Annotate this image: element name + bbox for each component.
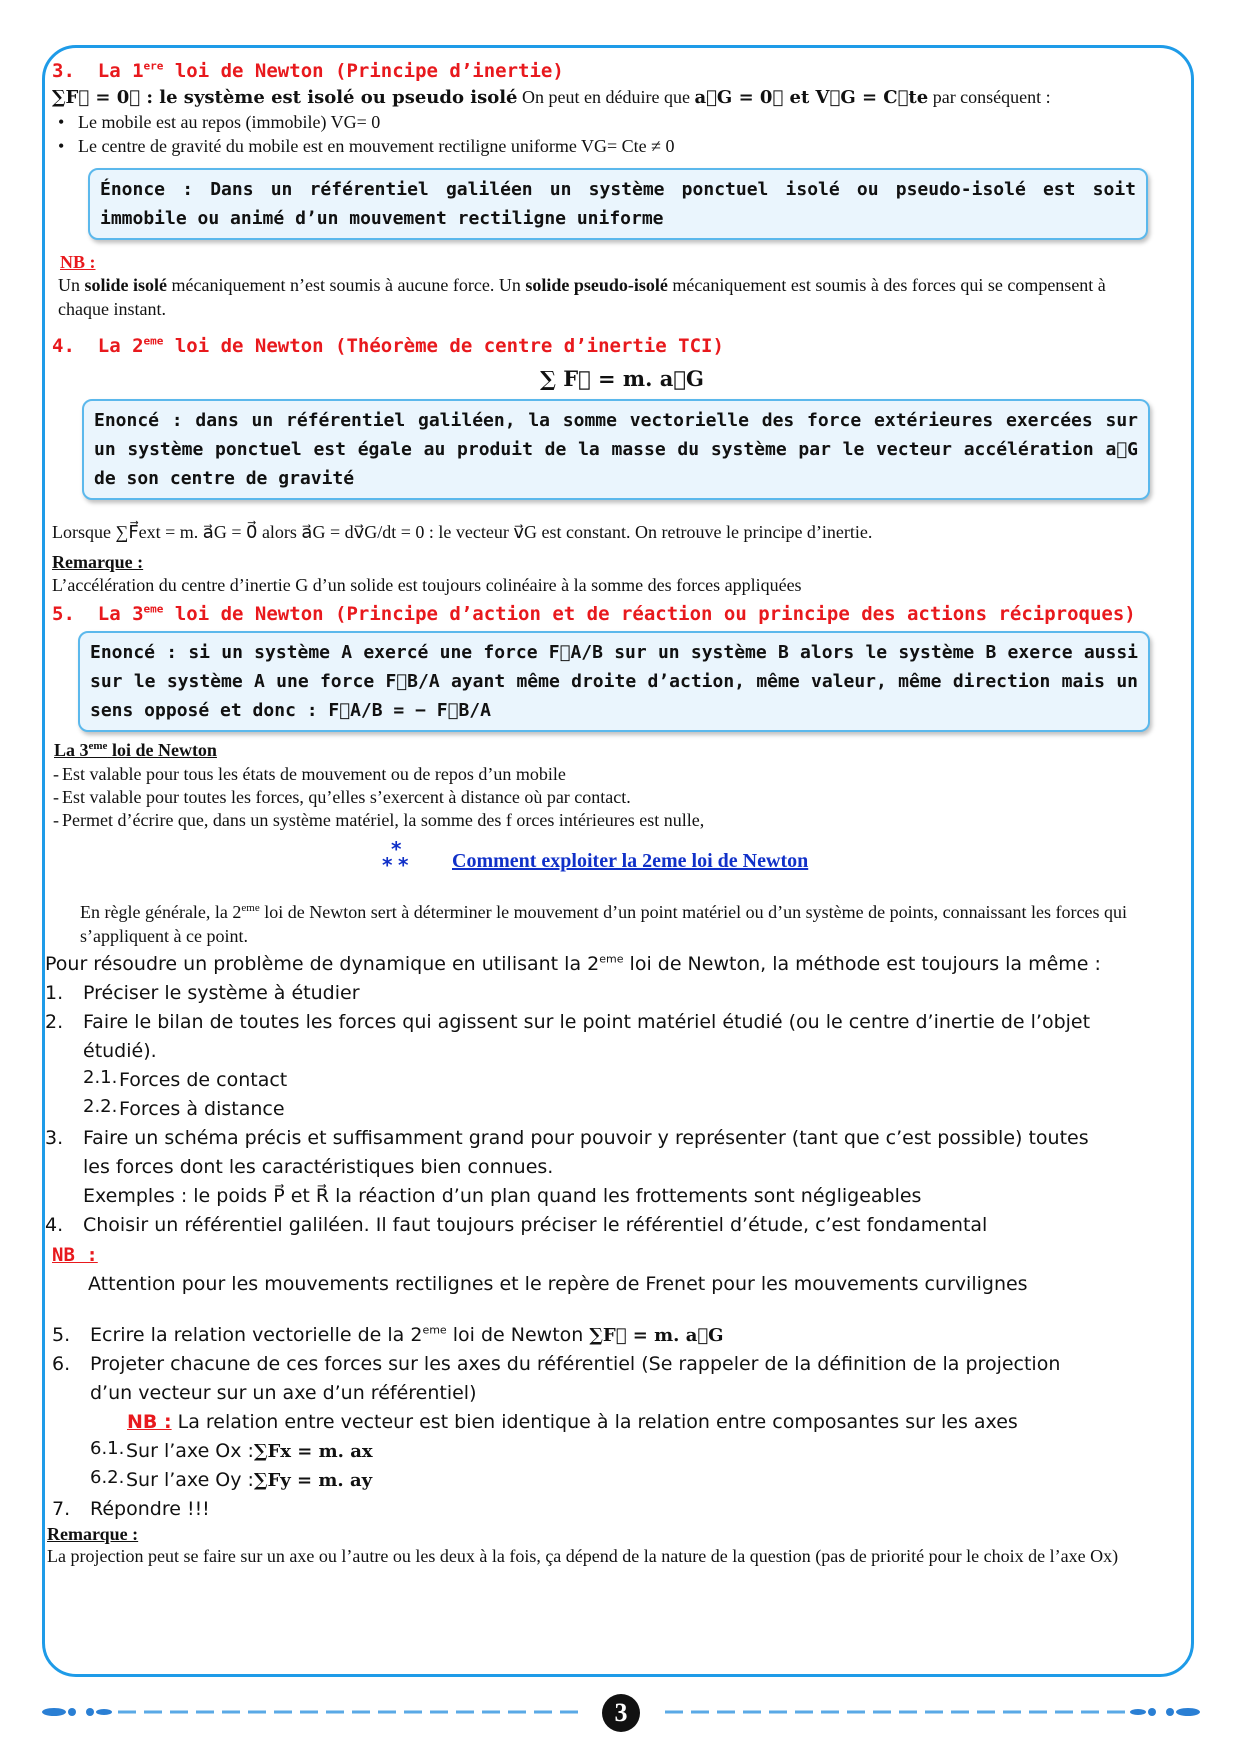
method-steps	[45, 950, 1192, 1524]
list-item: 6. Projeter chacune de ces forces sur les axes du référentiel (Se rappeler de la définition de la projection d’un vecteur sur un axe d’un référentiel)	[52, 1353, 1061, 1404]
method-nb-label: NB :	[52, 1244, 98, 1266]
method-step3-example: Exemples : le poids P⃗ et R⃗ la réaction d’un plan quand les frottements sont négligeables	[83, 1185, 922, 1207]
section-4-formula: ∑ F⃗ = m. a⃗G	[540, 366, 704, 391]
method-title-row	[52, 840, 1192, 880]
list-item: 6.1. Sur l’axe Ox : ∑Fx = m. ax	[90, 1438, 373, 1462]
svg-text:*: *	[398, 853, 409, 874]
list-item: • Le centre de gravité du mobile est en mouvement rectiligne uniforme VG= Cte ≠ 0	[78, 134, 1192, 158]
list-item: 2.2. Forces à distance	[83, 1096, 285, 1120]
section-5-heading: 5. La 3eme loi de Newton (Principe d’action et de réaction ou principe des actions réciproques)	[52, 602, 1136, 625]
sparkle-icon	[382, 840, 412, 874]
list-item: • Le mobile est au repos (immobile) VG= 0	[78, 110, 1192, 134]
list-item: 4. Choisir un référentiel galiléen. Il faut toujours préciser le référentiel d’étude, c’est fondamental	[45, 1214, 988, 1236]
section-4-lorsque: Lorsque ∑F⃗ext = m. a⃗G = 0⃗ alors a⃗G = dv⃗G/dt = 0 : le vecteur v⃗G est constant. On retrouve le principe d’inertie.	[52, 522, 873, 542]
section-4-remarque-label: Remarque :	[52, 552, 144, 572]
method-remarque-label: Remarque :	[47, 1524, 139, 1544]
list-item: 7. Répondre !!!	[52, 1498, 210, 1520]
section-5-enonce-box: Enoncé : si un système A exercé une force F⃗A/B sur un système B alors le système B exerce aussi sur le système A une force F⃗B/A ayant même droite d’action, même valeur, même direction mais un sens opposé et donc : F⃗A/B = − F⃗B/A	[78, 631, 1150, 732]
section-3-heading: 3. La 1ere loi de Newton (Principe d’inertie)	[52, 59, 564, 82]
section-3-nb-text: Un solide isolé mécaniquement n’est soumis à aucune force. Un solide pseudo-isolé mécaniquement est soumis à des forces qui se compensent à chaque instant.	[58, 275, 1106, 319]
list-item: 1. Préciser le système à étudier	[45, 982, 360, 1004]
list-item: 5. Ecrire la relation vectorielle de la 2eme loi de Newton ∑F⃗ = m. a⃗G	[52, 1323, 724, 1346]
list-item: - Permet d’écrire que, dans un système matériel, la somme des f orces intérieures est nulle,	[62, 809, 1192, 832]
method-title-link[interactable]: Comment exploiter la 2eme loi de Newton	[452, 850, 809, 872]
list-item: 3. Faire un schéma précis et suffisamment grand pour pouvoir y représenter (tant que c’est possible) toutes les forces dont les caractéristiques bien connues.	[45, 1127, 1089, 1178]
section-5-list	[52, 763, 1192, 832]
svg-text:*: *	[391, 840, 402, 861]
method-nb2: NB : La relation entre vecteur est bien identique à la relation entre composantes sur les axes	[127, 1411, 1018, 1433]
method-remarque-text: La projection peut se faire sur un axe ou l’autre ou les deux à la fois, ça dépend de la nature de la question (pas de priorité pour le choix de l’axe Ox)	[47, 1546, 1119, 1566]
page-number: 3	[602, 1694, 640, 1732]
section-4-heading: 4. La 2eme loi de Newton (Théorème de centre d’inertie TCI)	[52, 334, 724, 357]
list-item: 2.1. Forces de contact	[83, 1067, 288, 1091]
section-3-nb-label: NB :	[60, 252, 96, 272]
section-4-enonce-box: Enoncé : dans un référentiel galiléen, la somme vectorielle des force extérieures exercées sur un système ponctuel est égale au produit de la masse du système par le vecteur accélération a⃗G de son centre de gravité	[82, 399, 1150, 500]
section-3-intro: ∑F⃗ = 0⃗ : le système est isolé ou pseudo isolé On peut en déduire que a⃗G = 0⃗ et V⃗G = C⃗te par conséquent :	[52, 87, 1051, 108]
method-lead: Pour résoudre un problème de dynamique en utilisant la 2eme loi de Newton, la méthode est toujours la même :	[45, 952, 1101, 975]
method-nb-text: Attention pour les mouvements rectilignes et le repère de Frenet pour les mouvements curvilignes	[88, 1273, 1028, 1295]
method-intro: En règle générale, la 2eme loi de Newton sert à déterminer le mouvement d’un point matériel ou d’un système de points, connaissant les forces qui s’appliquent à ce point.	[80, 902, 1128, 946]
section-4-remarque-text: L’accélération du centre d’inertie G d’un solide est toujours colinéaire à la somme des forces appliquées	[52, 575, 802, 595]
section-3-bullets	[52, 110, 1192, 158]
section-5-subtitle: La 3eme loi de Newton	[54, 740, 217, 760]
svg-text:*: *	[382, 853, 393, 874]
list-item: - Est valable pour toutes les forces, qu’elles s’exercent à distance où par contact.	[62, 786, 1192, 809]
list-item: 6.2. Sur l’axe Oy : ∑Fy = m. ay	[90, 1467, 373, 1491]
page-content	[45, 58, 1192, 1568]
list-item: - Est valable pour tous les états de mouvement ou de repos d’un mobile	[62, 763, 1192, 786]
section-3-enonce-box: Énonce : Dans un référentiel galiléen un système ponctuel isolé ou pseudo-isolé est soit immobile ou animé d’un mouvement rectiligne uniforme	[88, 168, 1148, 240]
list-item: 2. Faire le bilan de toutes les forces qui agissent sur le point matériel étudié (ou le centre d’inertie de l’objet étudié).	[45, 1011, 1091, 1062]
